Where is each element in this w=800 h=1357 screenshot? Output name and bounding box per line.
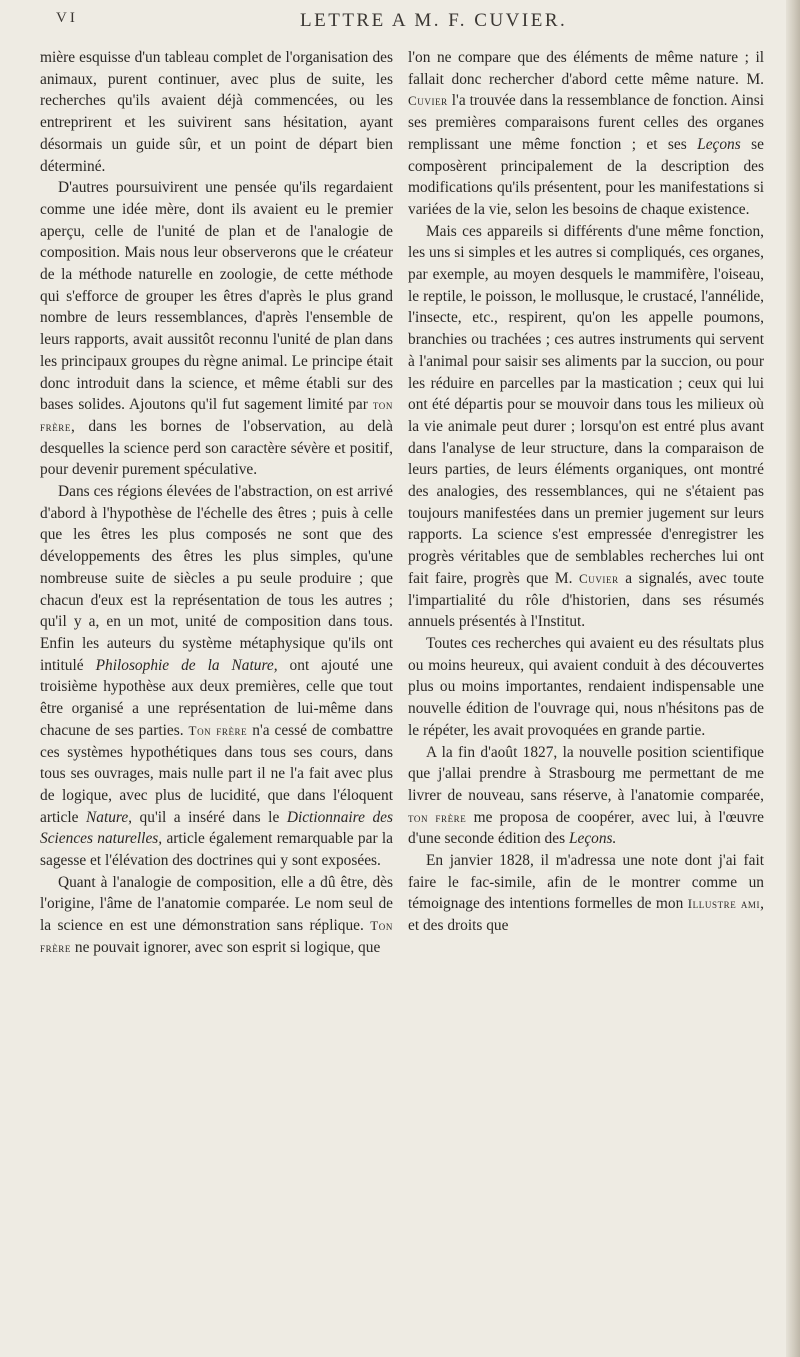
paragraph: Quant à l'analogie de composition, elle a dû être, dès l'origine, l'âme de l'anatomie comparée. Le nom seul de la science en est une démonstration sans réplique. Ton frère ne pouvait ignorer, avec son esprit si logique, que [40,873,393,956]
small-caps-text: Cuvier [408,93,448,109]
paragraph: Dans ces régions élevées de l'abstraction, on est arrivé d'abord à l'hypothèse de l'échelle des êtres ; puis à celle que les êtres les plus composés ne sont que des développements des êtres les plus simples, qu'une nombreuse suite de siècles a pu seule produire ; que chacun d'eux est la représentation de tous les autres ; qu'il y a, en un mot, unité de composition dans tous. Enfin les auteurs du système métaphysique qu'ils ont intitulé Philosophie de la Nature, ont ajouté une troisième hypothèse aux deux premières, celle que tout être organisé a une représentation de lui-même dans chacune de ses parties. Ton frère n'a cessé de combattre ces systèmes hypothétiques dans tous ses cours, dans tous ses ouvrages, mais nulle part il ne l'a fait avec plus de logique, avec plus de lucidité, que dans l'éloquent article Nature, qu'il a inséré dans le Dictionnaire des Sciences naturelles, article également remarquable par la sagesse et l'élévation des doctrines qui y sont exposées. [40,483,393,870]
left-column [40,47,393,959]
paragraph: Mais ces appareils si différents d'une même fonction, les uns si simples et les autres si compliqués, ces organes, par exemple, au moyen desquels le mammifère, l'oiseau, le reptile, le poisson, le mollusque, le crustacé, l'annélide, l'insecte, etc., respirent, qu'on les appelle poumons, branchies ou trachées ; ces autres instruments qui servent à l'animal pour saisir ses aliments par la succion, ou pour les réduire en parcelles par la mastication ; ceux qui lui ont été départis pour se mouvoir dans tous les milieux où la vie animale peut durer ; lorsqu'on est entré plus avant dans l'analyse de leur structure, dans la comparaison de leurs parties, de leurs éléments organiques, ont montré des analogies, des ressemblances, qui ne s'étaient pas toujours manifestées dans un premier jugement sur leurs rapports. La science s'est empressée d'enregistrer les progrès véritables que de semblables recherches lui ont fait faire, progrès que M. Cuvier a signalés, avec toute l'impartialité du rôle d'historien, dans ses résumés annuels présentés à l'Institut. [408,222,764,631]
small-caps-text: Illustre ami [687,896,761,912]
running-title: LETTRE A M. F. CUVIER. [300,10,568,31]
small-caps-text: Ton frère [40,918,393,955]
paragraph: En janvier 1828, il m'adressa une note dont j'ai fait faire le fac-simile, afin de le montrer comme un témoignage des intentions formelles de mon Illustre ami, et des droits que [408,852,764,935]
paragraph: D'autres poursuivirent une pensée qu'ils regardaient comme une idée mère, dont ils avaient eu le premier aperçu, celle de l'unité de plan et de l'analogie de composition. Mais nous leur observerons que le créateur de la méthode naturelle en zoologie, de cette méthode qui s'efforce de grouper les êtres d'après le plus grand nombre de leurs ressemblances, d'après l'ensemble de leurs rapports, avait aussitôt reconnu l'unité de plan dans les principaux groupes du règne animal. Le principe était donc introduit dans la science, et même établi sur des bases solides. Ajoutons qu'il fut sagement limité par ton frère, dans les bornes de l'observation, au delà desquelles la science perd son caractère sévère et positif, pour devenir purement spéculative. [40,179,393,479]
italic-title: Nature, [85,808,133,826]
italic-title: Dictionnaire des Sciences naturelles, [40,808,393,848]
page-edge [786,0,800,1357]
small-caps-text: Ton frère [188,722,248,738]
paragraph: l'on ne compare que des éléments de même nature ; il fallait donc rechercher d'abord cette même nature. M. Cuvier l'a trouvée dans la ressemblance de fonction. Ainsi ses premières comparaisons furent celles des organes remplissant une même fonction ; et ses Leçons se composèrent principalement de la description des modifications qu'ils présentent, pour les manifestations si variées de la vie, selon les besoins de chaque existence. [408,49,764,218]
page-number: VI [56,10,78,26]
small-caps-text: ton frère [40,397,393,434]
right-column [408,47,764,937]
page-header [40,10,780,40]
paragraph: Toutes ces recherches qui avaient eu des résultats plus ou moins heureux, qui avaient conduit à des découvertes plus ou moins importantes, rendaient indispensable une nouvelle édition de l'ouvrage qui, nous n'hésitons pas de le répéter, les avait provoquées en grande partie. [408,634,764,739]
paragraph: mière esquisse d'un tableau complet de l'organisation des animaux, purent continuer, avec plus de suite, les recherches qu'ils avaient déjà commencées, ou les entreprirent et les suivirent sans hésitation, ayant désormais un guide sûr, et un point de départ bien déterminé. [40,49,393,175]
small-caps-text: ton frère [408,809,467,825]
italic-title: Leçons [697,135,741,153]
small-caps-text: Cuvier [578,570,619,586]
paragraph: A la fin d'août 1827, la nouvelle position scientifique que j'allai prendre à Strasbourg me permettant de me livrer de nouveau, sans réserve, à l'anatomie comparée, ton frère me proposa de coopérer, avec lui, à l'œuvre d'une seconde édition des Leçons. [408,743,764,848]
italic-title: Leçons. [568,830,617,848]
italic-title: Philosophie de la Nature, [95,656,278,674]
